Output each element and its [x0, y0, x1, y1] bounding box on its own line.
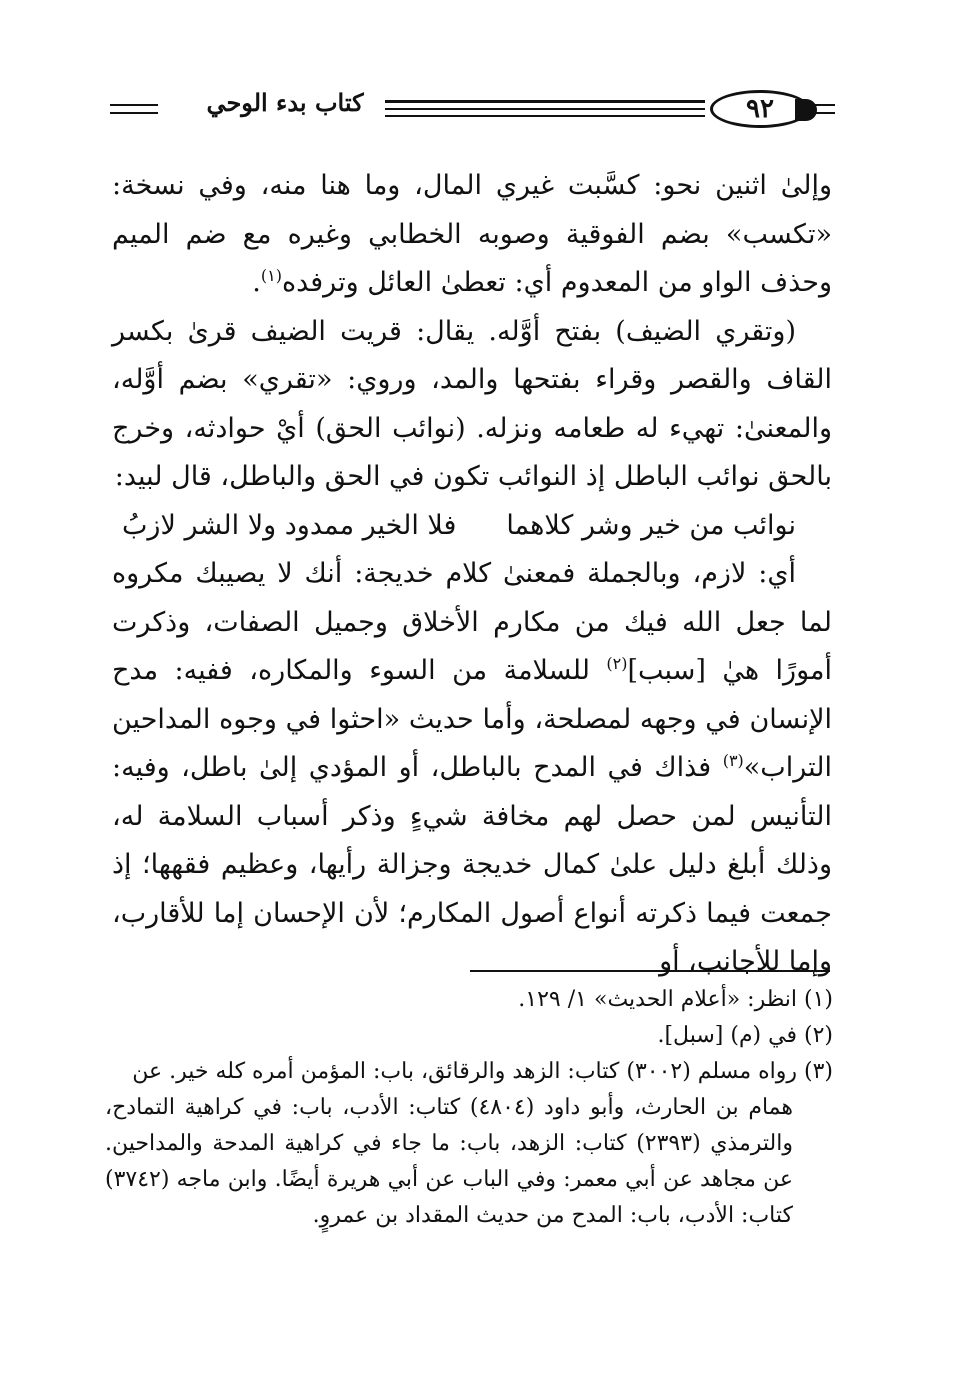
paragraph: وإلىٰ اثنين نحو: كسَّبت غيري المال، وما هنا منه، وفي نسخة: «تكسب» بضم الفوقية وصوبه الخطابي وغيره مع ضم الميم وحذف الواو من المعدوم أي: تعطىٰ العائل وترفده$^{(١)}$. — [112, 170, 832, 298]
paragraph — [112, 550, 832, 987]
footnote-continuation: همام بن الحارث، وأبو داود (٤٨٠٤) كتاب: الأدب، باب: في كراهية التمادح، والترمذي (٢٣٩٣) كتاب: الزهد، باب: ما جاء في كراهية المدحة والمداحين. عن مجاهد عن أبي معمر: وفي الباب عن أبي هريرة أيضًا. وابن ماجه (٣٧٤٢) كتاب: الأدب، باب: المدح من حديث المقداد بن عمروٍ. — [105, 1095, 793, 1228]
poetry-verse — [112, 502, 832, 551]
footnote-marker: (٢) — [606, 654, 628, 673]
page-number: ٩٢ — [710, 90, 810, 128]
body-text — [112, 162, 832, 987]
page-header — [110, 82, 835, 138]
book-title: كتاب بدء الوحي — [206, 88, 364, 117]
header-rule-middle — [385, 108, 705, 110]
footnote: (٢) في (م) [سبل]. — [657, 1023, 833, 1048]
verse-second-hemistich: فلا الخير ممدود ولا الشر لازبُ — [122, 509, 457, 541]
paragraph-text: وإلىٰ اثنين نحو: كسَّبت غيري المال، وما هنا منه، وفي نسخة: «تكسب» بضم الفوقية وصوبه الخطابي وغيره مع ضم الميم وحذف الواو من المعدوم أي: تعطىٰ العائل وترفده — [112, 170, 832, 298]
footnote: (٣) رواه مسلم (٣٠٠٢) كتاب: الزهد والرقائق، باب: المؤمن أمره كله خير. عن — [132, 1059, 833, 1084]
paragraph-text: للسلامة من السوء والمكاره، ففيه: مدح الإنسان في وجهه لمصلحة، وأما حديث «احثوا في وجوه المداحين التراب» — [112, 655, 832, 783]
header-rule-right — [810, 104, 835, 106]
footnote-marker: (٣) — [722, 751, 744, 770]
header-rule-left — [110, 104, 158, 106]
footnote-marker: (١) — [260, 266, 282, 285]
paragraph-text: أي: لازم، وبالجملة فمعنىٰ كلام خديجة: أنك لا يصيبك مكروه لما جعل الله فيك من مكارم الأخلاق وجميل الصفات، وذكرت أمورًا هيٰ [سبب] — [112, 558, 832, 686]
paragraph: (وتقري الضيف) بفتح أوَّله. يقال: قريت الضيف قرىٰ بكسر القاف والقصر وقراء بفتحها والمد، وروي: «تقري» بضم أوَّله، والمعنىٰ: تهيء له طعامه ونزله. (نوائب الحق) أيْ حوادثه، وخرج بالحق نوائب الباطل إذ النوائب تكون في الحق والباطل، قال لبيد: — [112, 315, 832, 492]
header-rule-middle — [385, 100, 705, 103]
header-rule-left — [110, 112, 158, 114]
header-rule-middle — [385, 115, 705, 117]
footnote-separator — [470, 970, 830, 972]
footnote: (١) انظر: «أعلام الحديث» ١/ ١٢٩. — [518, 987, 833, 1012]
verse-first-hemistich: نوائب من خير وشر كلاهما — [506, 509, 796, 541]
paragraph-text: فذاك في المدح بالباطل، أو المؤدي إلىٰ باطل، وفيه: التأنيس لمن حصل لهم مخافة شيءٍ وذكر أسباب السلامة له، وذلك أبلغ دليل علىٰ كمال خديجة وجزالة رأيها، وعظيم فقهها؛ إذ جمعت فيما ذكرته أنواع أصول المكارم؛ لأن الإحسان إما للأقارب، وإما للأجانب، أو — [112, 752, 832, 977]
header-rule-right — [810, 112, 835, 114]
footnotes — [105, 982, 833, 1234]
